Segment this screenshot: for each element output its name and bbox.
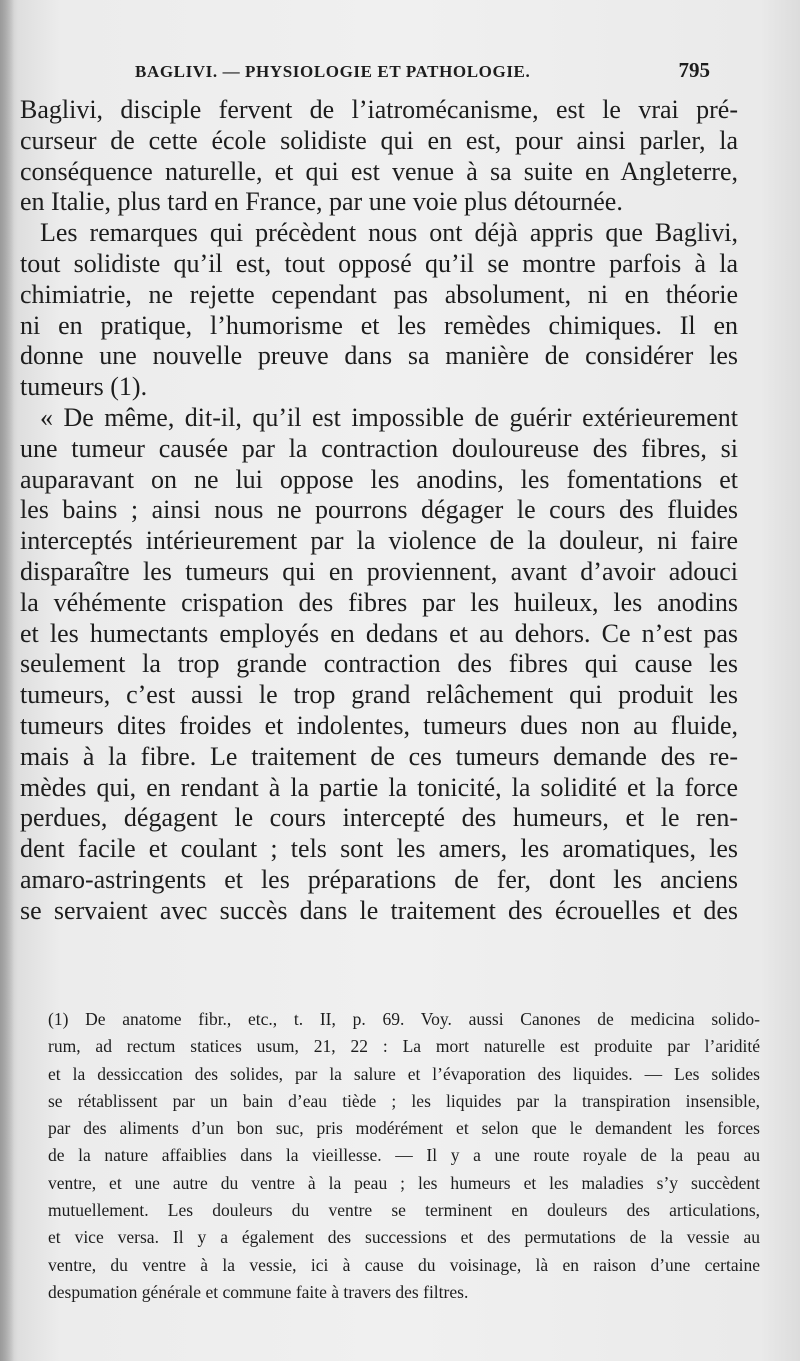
footnote-line: de la nature affaiblies dans la vieillesse. — Il y a une route royale de la peau au xyxy=(48,1145,760,1166)
body-line: amaro-astringents et les préparations de fer, dont les anciens xyxy=(20,864,738,894)
body-line: donne une nouvelle preuve dans sa manière de considérer les xyxy=(20,341,738,371)
body-line: ni en pratique, l’humorisme et les remèdes chimiques. Il en xyxy=(20,310,738,340)
footnote-line: et vice versa. Il y a également des successions et des permutations de la vessie au xyxy=(48,1227,760,1248)
body-line: conséquence naturelle, et qui est venue à sa suite en Angleterre, xyxy=(20,156,738,186)
footnote-line: ventre, du ventre à la vessie, ici à cause du voisinage, là en raison d’une certaine xyxy=(48,1254,760,1275)
footnote-line: par des aliments d’un bon suc, pris modérément et selon que le demandent les forces xyxy=(48,1118,760,1139)
page-header xyxy=(135,58,710,88)
body-line: en Italie, plus tard en France, par une voie plus détournée. xyxy=(20,187,623,217)
body-line: Les remarques qui précèdent nous ont déjà appris que Baglivi, xyxy=(40,218,738,248)
body-line: disparaître les tumeurs qui en proviennent, avant d’avoir adouci xyxy=(20,556,738,586)
body-text xyxy=(20,95,738,927)
running-head: BAGLIVI. — PHYSIOLOGIE ET PATHOLOGIE. xyxy=(135,62,531,81)
body-line: tumeurs, c’est aussi le trop grand relâchement qui produit les xyxy=(20,680,738,710)
body-line: et les humectants employés en dedans et au dehors. Ce n’est pas xyxy=(20,618,738,648)
body-line: Baglivi, disciple fervent de l’iatromécanisme, est le vrai pré- xyxy=(20,95,738,124)
footnotes xyxy=(48,1006,760,1306)
body-line: seulement la trop grande contraction des fibres qui cause les xyxy=(20,649,738,679)
body-line: se servaient avec succès dans le traitement des écrouelles et des xyxy=(20,895,738,925)
footnote-line: mutuellement. Les douleurs du ventre se terminent en douleurs des articulations, xyxy=(48,1200,760,1221)
body-line: tumeurs dites froides et indolentes, tumeurs dues non au fluide, xyxy=(20,710,738,740)
body-line: mais à la fibre. Le traitement de ces tumeurs demande des re- xyxy=(20,741,738,771)
body-line: tumeurs (1). xyxy=(20,372,148,402)
body-line: tout solidiste qu’il est, tout opposé qu’il se montre parfois à la xyxy=(20,248,738,278)
body-line: « De même, dit-il, qu’il est impossible de guérir extérieurement xyxy=(40,402,738,432)
body-line: chimiatrie, ne rejette cependant pas absolument, ni en théorie xyxy=(20,279,738,309)
footnote-line: se rétablissent par un bain d’eau tiède ; les liquides par la transpiration insensible, xyxy=(48,1090,760,1111)
gutter-shadow xyxy=(0,0,14,1361)
body-line: une tumeur causée par la contraction douloureuse des fibres, si xyxy=(20,433,738,463)
body-line: dent facile et coulant ; tels sont les amers, les aromatiques, les xyxy=(20,834,738,864)
footnote-line: et la dessiccation des solides, par la salure et l’évaporation des liquides. — Les solides xyxy=(48,1063,760,1084)
body-line: auparavant on ne lui oppose les anodins, les fomentations et xyxy=(20,464,738,494)
body-line: mèdes qui, en rendant à la partie la tonicité, la solidité et la force xyxy=(20,772,738,802)
footnote-line: ventre, et une autre du ventre à la peau ; les humeurs et les maladies s’y succèdent xyxy=(48,1172,760,1193)
body-line: les bains ; ainsi nous ne pourrons dégager le cours des fluides xyxy=(20,495,738,525)
footnote-line: rum, ad rectum statices usum, 21, 22 : La mort naturelle est produite par l’aridité xyxy=(48,1036,760,1057)
body-line: perdues, dégagent le cours intercepté des humeurs, et le ren- xyxy=(20,803,738,833)
body-line: curseur de cette école solidiste qui en est, pour ainsi parler, la xyxy=(20,125,738,155)
footnote-line: despumation générale et commune faite à travers des filtres. xyxy=(48,1281,469,1302)
page-number: 795 xyxy=(678,58,710,82)
body-line: la véhémente crispation des fibres par les huileux, les anodins xyxy=(20,587,738,617)
body-line: interceptés intérieurement par la violence de la douleur, ni faire xyxy=(20,526,738,556)
footnote-line: (1) De anatome fibr., etc., t. II, p. 69. Voy. aussi Canones de medicina solido- xyxy=(48,1009,760,1029)
